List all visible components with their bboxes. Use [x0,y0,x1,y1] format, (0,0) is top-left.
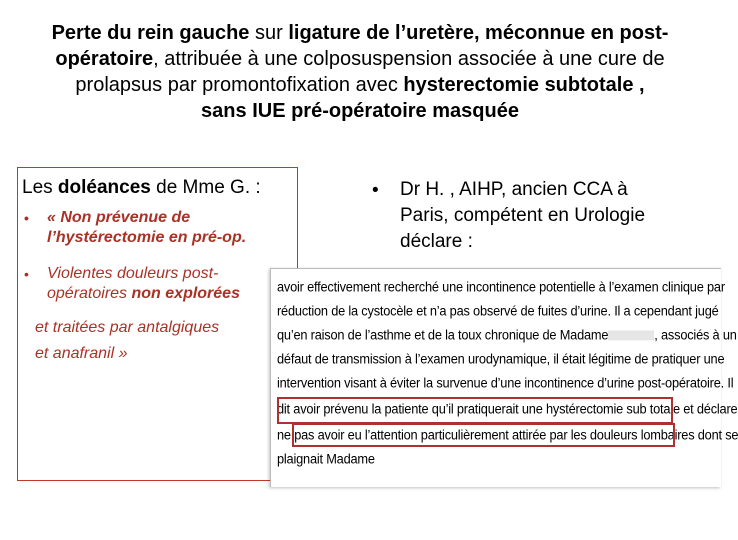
scan-line-5: intervention visant à éviter la survenue d’une incontinence d’urine post-opératoire. Il [277,374,734,391]
scan-line-2: réduction de la cystocèle et n’a pas observé de fuites d’urine. Il a cependant jugé [277,302,719,319]
scan-line-4: défaut de transmission à l’examen urodynamique, il était légitime de pratiquer une [277,350,725,367]
title-line-3: prolapsus par promontofixation avec hysterectomie subtotale , [75,74,645,96]
doctor-statement-intro: Dr H. , AIHP, ancien CCA à Paris, compétent en Urologie déclare : [400,179,646,252]
scan-line-6: dit avoir prévenu la patiente qu’il pratiquerait une hystérectomie sub totale et déclare [277,400,738,417]
title-line-1: Perte du rein gauche sur ligature de l’uretère, méconnue en post- [51,22,669,44]
scan-line-1: avoir effectivement recherché une incontinence potentielle à l’examen clinique par [277,278,725,295]
scan-line-8: plaignait Madame [277,450,375,467]
scanned-document-excerpt [270,268,738,487]
scan-line-3: qu’en raison de l’asthme et de la toux chronique de Madame , associés à un [277,326,737,343]
complaint-continuation-2: et anafranil » [35,345,128,362]
complaints-box [17,167,298,481]
complaint-item-1: • « Non prévenue de l’hystérectomie en pré-op. [24,209,247,246]
title-line-2: opératoire, attribuée à une colposuspension associée à une cure de [55,48,665,70]
highlight-box-douleurs [292,423,675,447]
redacted-name [608,331,654,341]
highlight-box-prevenu [277,397,673,424]
bullet-icon: • [372,180,379,201]
bullet-icon: • [24,210,29,226]
complaint-item-2: • Violentes douleurs post-opératoires non explorées [24,265,240,302]
complaint-continuation-1: et traitées par antalgiques [35,319,220,336]
scan-line-7: ne pas avoir eu l’attention particulièrement attirée par les douleurs lombaires dont se [277,426,738,443]
complaints-heading: Les doléances de Mme G. : [22,177,261,198]
title-line-4: sans IUE pré-opératoire masquée [201,100,519,122]
bullet-icon: • [24,266,29,282]
slide-title [30,20,690,124]
